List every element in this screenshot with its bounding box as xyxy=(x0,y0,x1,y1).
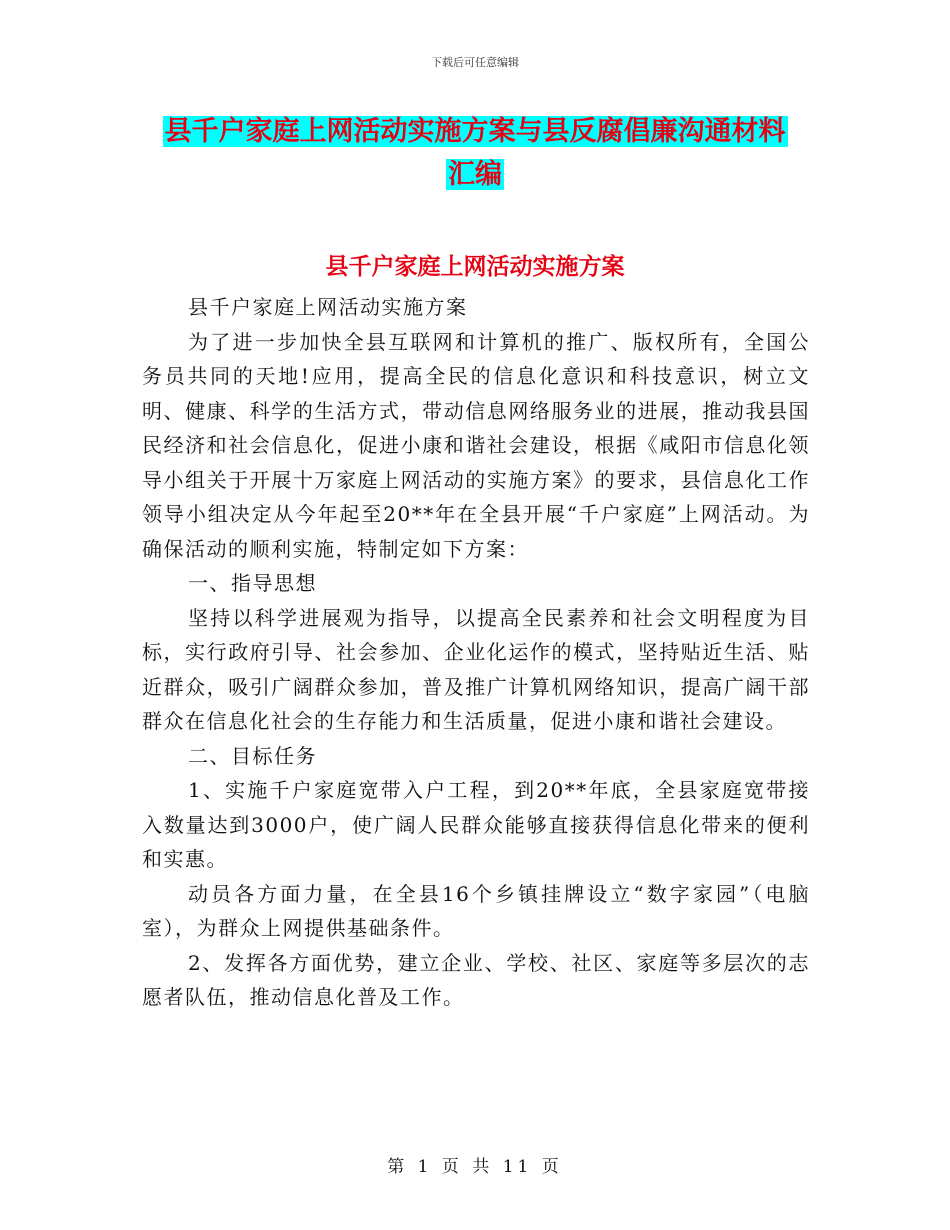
document-title-line-2: 汇编 xyxy=(448,159,502,190)
paragraph-objective-1: 1、实施千户家庭宽带入户工程，到20**年底，全县家庭宽带接入数量达到3000户，使广阔人民群众能够直接获得信息化带来的便利和实惠。 xyxy=(142,778,810,871)
body-text xyxy=(142,290,810,1015)
heading-objectives: 二、目标任务 xyxy=(188,743,317,768)
header-note: 下载后可任意编辑 xyxy=(431,56,519,69)
heading-guiding-ideology: 一、指导思想 xyxy=(188,571,317,595)
paragraph-guiding-ideology: 坚持以科学进展观为指导，以提高全民素养和社会文明程度为目标，实行政府引导、社会参加、企业化运作的模式，坚持贴近生活、贴近群众，吸引广阔群众参加，普及推广计算机网络知识，提高广阔干部群众在信息化社会的生存能力和生活质量，促进小康和谐社会建设。 xyxy=(142,605,810,733)
section-title: 县千户家庭上网活动实施方案 xyxy=(325,254,625,280)
paragraph-intro: 为了进一步加快全县互联网和计算机的推广、版权所有，全国公务员共同的天地!应用，提高全民的信息化意识和科技意识，树立文明、健康、科学的生活方式，带动信息网络服务业的进展，推动我县国民经济和社会信息化，促进小康和谐社会建设，根据《咸阳市信息化领导小组关于开展十万家庭上网活动的实施方案》的要求，县信息化工作领导小组决定从今年起至20**年在全县开展“千户家庭”上网活动。为确保活动的顺利实施，特制定如下方案： xyxy=(142,329,810,561)
paragraph-subtitle: 县千户家庭上网活动实施方案 xyxy=(188,295,468,319)
document-title-line-1: 县千户家庭上网活动实施方案与县反腐倡廉沟通材料 xyxy=(164,116,786,147)
paragraph-objective-2: 2、发挥各方面优势，建立企业、学校、社区、家庭等多层次的志愿者队伍，推动信息化普及工作。 xyxy=(142,950,810,1009)
paragraph-digital-home: 动员各方面力量，在全县16个乡镇挂牌设立“数字家园”（电脑室），为群众上网提供基础条件。 xyxy=(142,881,810,940)
document-title xyxy=(140,110,810,196)
page-footer: 第 1 页 共 11 页 xyxy=(387,1157,563,1177)
